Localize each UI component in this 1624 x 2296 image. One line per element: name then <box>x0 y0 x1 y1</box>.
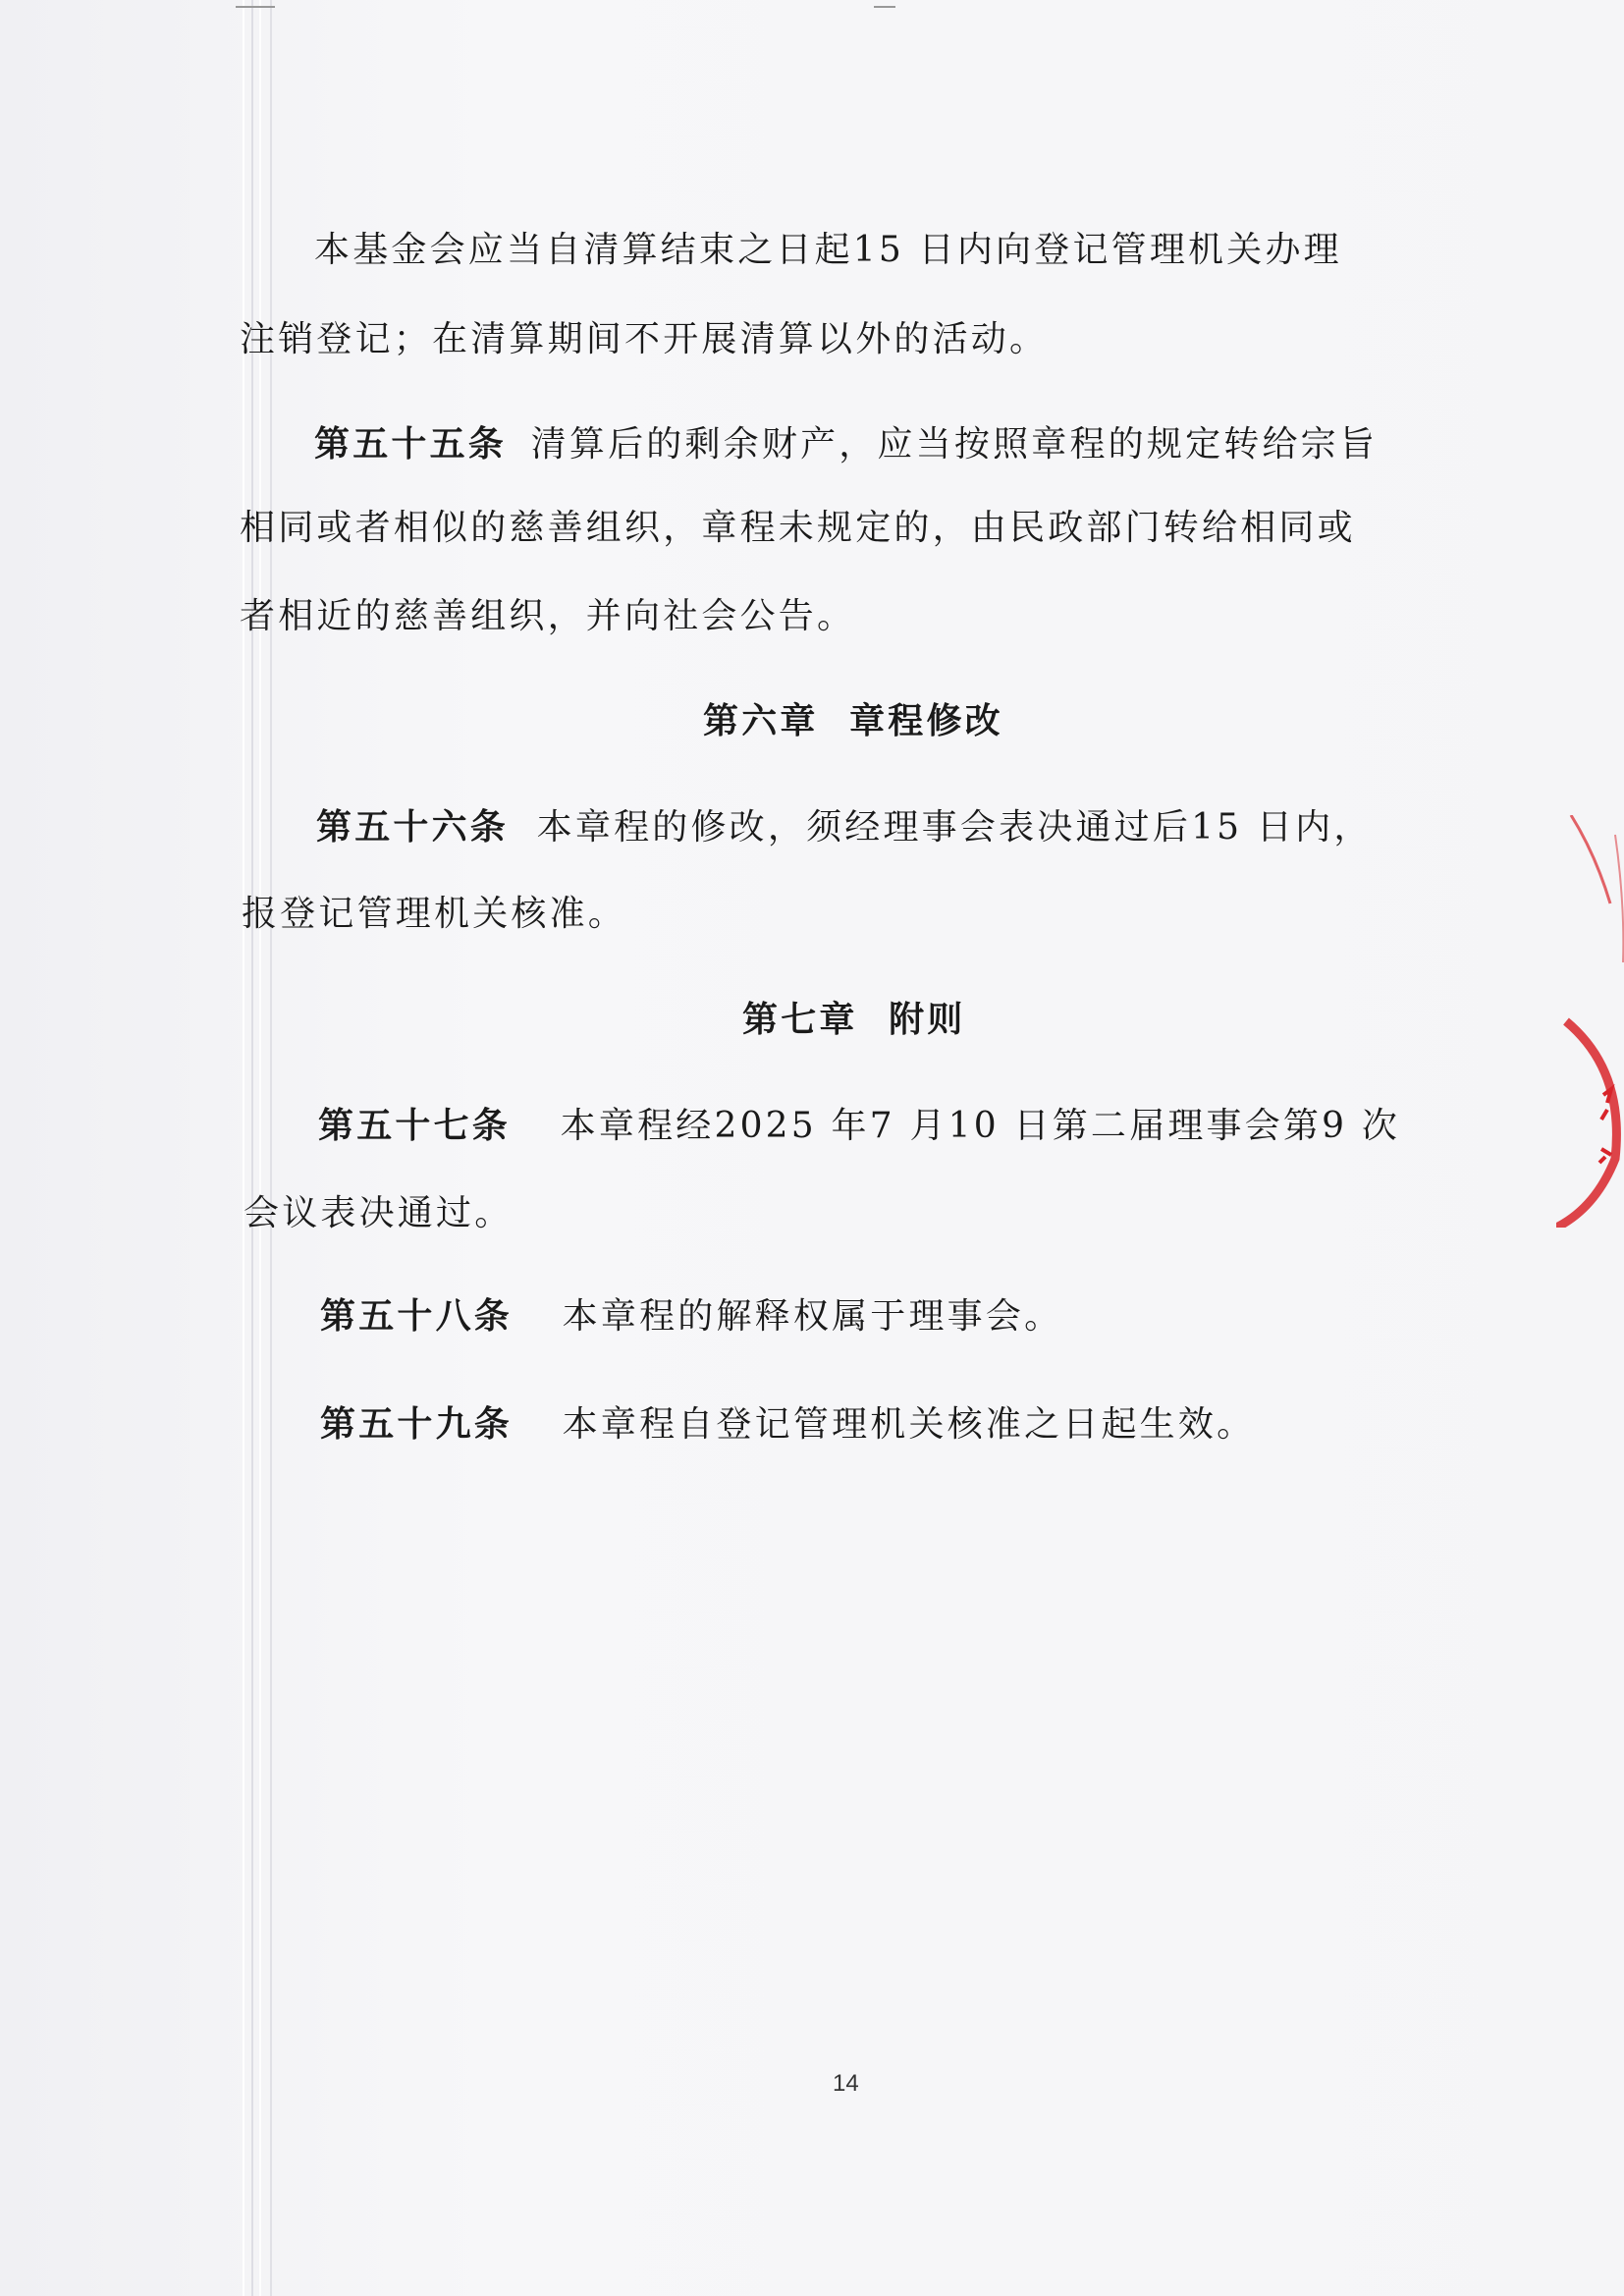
article-text: 本章程自登记管理机关核准之日起生效。 <box>562 1404 1256 1445</box>
paragraph-line: 注销登记；在清算期间不开展清算以外的活动。 <box>240 319 1049 359</box>
article-label: 第五十九条 <box>320 1403 514 1445</box>
article-57 <box>318 1105 1401 1146</box>
chapter-heading: 第七章 附则 <box>742 999 966 1040</box>
article-text: 本章程经2025 年7 月10 日第二届理事会第9 次 <box>560 1106 1401 1146</box>
article-text: 清算后的剩余财产，应当按照章程的规定转给宗旨 <box>530 424 1379 465</box>
article-label: 第五十五条 <box>314 423 508 465</box>
paragraph-line: 本基金会应当自清算结束之日起15 日内向登记管理机关办理 <box>314 230 1342 270</box>
article-56 <box>316 806 1373 847</box>
article-59 <box>320 1403 1256 1445</box>
article-text: 本章程的解释权属于理事会。 <box>562 1296 1063 1337</box>
page-number: 14 <box>833 2070 859 2097</box>
article-text: 本章程的修改，须经理事会表决通过后15 日内， <box>536 807 1373 847</box>
article-58 <box>320 1295 1063 1337</box>
chapter-heading: 第六章 章程修改 <box>703 700 1003 741</box>
paragraph-line: 报登记管理机关核准。 <box>242 894 627 934</box>
scan-mark <box>236 6 275 8</box>
paragraph-line: 者相近的慈善组织，并向社会公告。 <box>240 596 856 636</box>
article-55 <box>314 423 1379 465</box>
article-label: 第五十七条 <box>318 1105 512 1146</box>
scan-mark <box>874 6 895 8</box>
article-label: 第五十八条 <box>320 1295 514 1337</box>
paragraph-line: 会议表决通过。 <box>244 1193 514 1233</box>
seal-stamp <box>1556 815 1624 1228</box>
paragraph-line: 相同或者相似的慈善组织，章程未规定的，由民政部门转给相同或 <box>240 508 1356 548</box>
article-label: 第五十六条 <box>316 806 510 847</box>
